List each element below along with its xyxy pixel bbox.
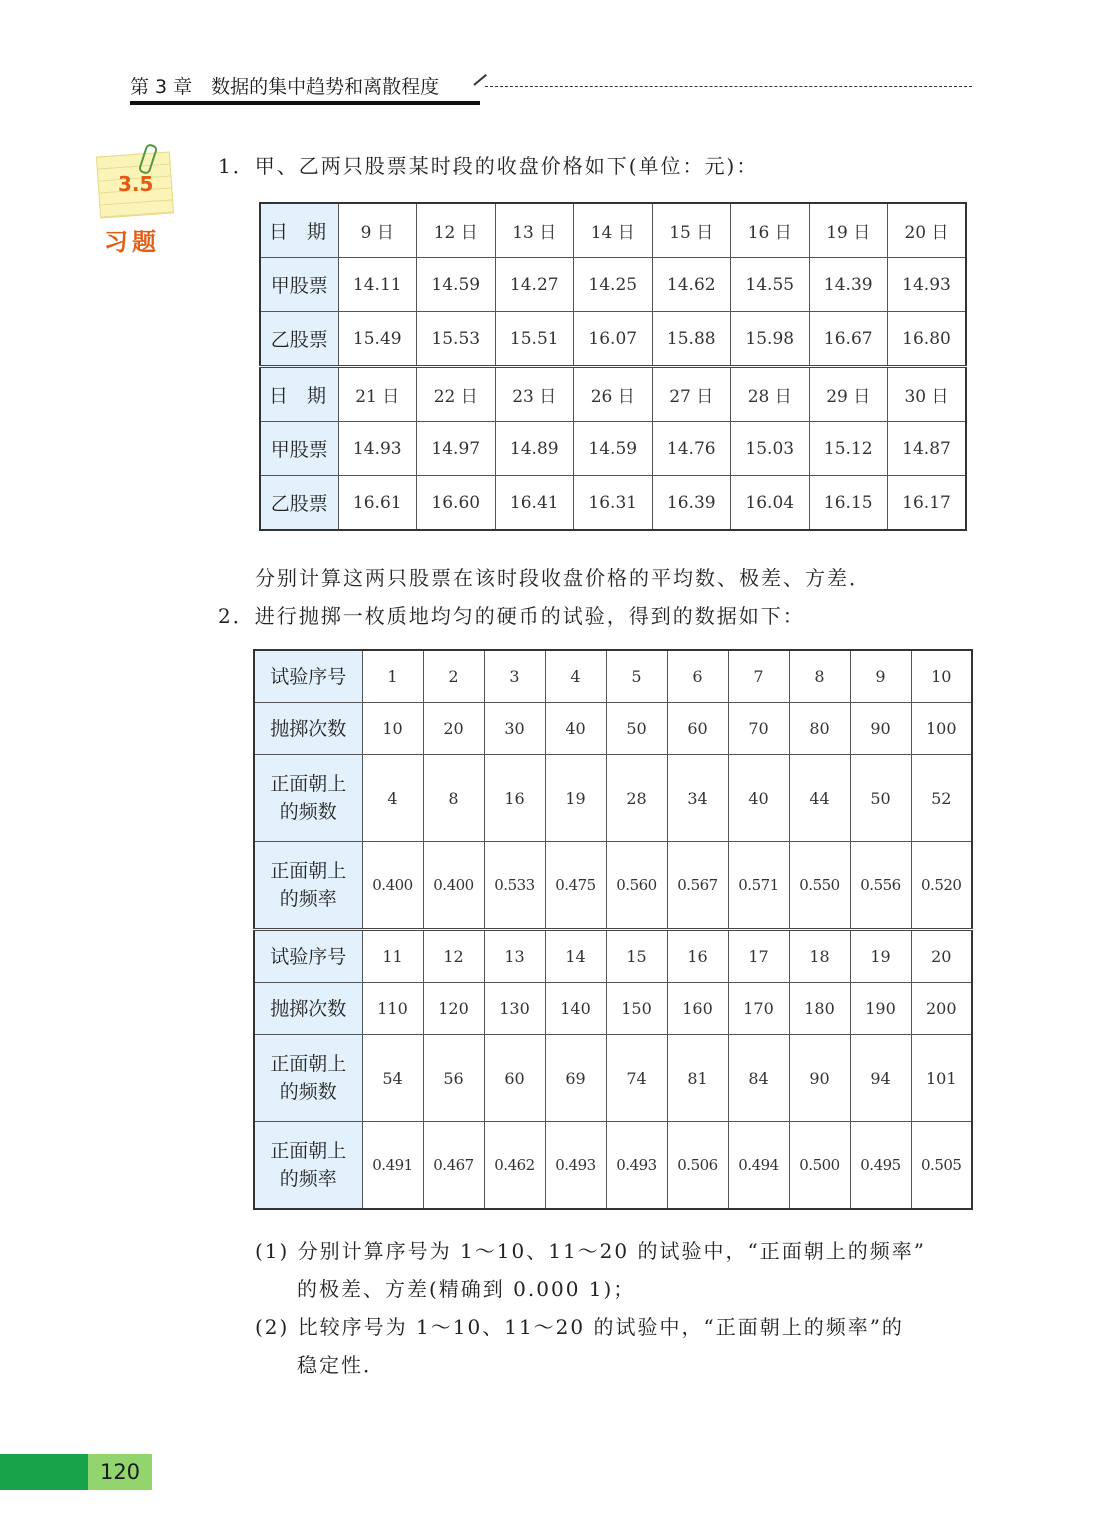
seq-cell: 17 bbox=[728, 930, 789, 983]
seq-cell: 2 bbox=[423, 650, 484, 703]
heads-cell: 4 bbox=[362, 755, 423, 842]
table-row bbox=[260, 476, 966, 531]
row-header-seq: 试验序号 bbox=[254, 650, 362, 703]
question-2-stem: 2．进行抛掷一枚质地均匀的硬币的试验，得到的数据如下： bbox=[218, 604, 805, 628]
throws-cell: 140 bbox=[545, 983, 606, 1035]
date-cell: 30 日 bbox=[888, 367, 967, 422]
sub-question-2 bbox=[255, 1308, 904, 1384]
heads-cell: 50 bbox=[850, 755, 911, 842]
heads-cell: 74 bbox=[606, 1035, 667, 1122]
table-row bbox=[254, 930, 972, 983]
throws-cell: 170 bbox=[728, 983, 789, 1035]
table-row bbox=[260, 258, 966, 312]
price-cell: 14.97 bbox=[417, 422, 496, 476]
price-cell: 16.80 bbox=[888, 312, 967, 367]
heads-cell: 34 bbox=[667, 755, 728, 842]
throws-cell: 60 bbox=[667, 703, 728, 755]
throws-cell: 50 bbox=[606, 703, 667, 755]
heads-cell: 8 bbox=[423, 755, 484, 842]
freq-cell: 0.571 bbox=[728, 842, 789, 930]
table-row bbox=[254, 1035, 972, 1122]
throws-cell: 90 bbox=[850, 703, 911, 755]
price-cell: 15.49 bbox=[338, 312, 417, 367]
freq-cell: 0.462 bbox=[484, 1122, 545, 1210]
date-cell: 12 日 bbox=[417, 203, 496, 258]
sub-question-1 bbox=[255, 1232, 926, 1308]
date-cell: 16 日 bbox=[731, 203, 810, 258]
freq-cell: 0.556 bbox=[850, 842, 911, 930]
heads-cell: 60 bbox=[484, 1035, 545, 1122]
seq-cell: 8 bbox=[789, 650, 850, 703]
throws-cell: 70 bbox=[728, 703, 789, 755]
throws-cell: 20 bbox=[423, 703, 484, 755]
question-1-task: 分别计算这两只股票在该时段收盘价格的平均数、极差、方差． bbox=[255, 566, 871, 590]
table-row bbox=[260, 367, 966, 422]
seq-cell: 14 bbox=[545, 930, 606, 983]
freq-cell: 0.400 bbox=[423, 842, 484, 930]
freq-cell: 0.550 bbox=[789, 842, 850, 930]
freq-cell: 0.506 bbox=[667, 1122, 728, 1210]
price-cell: 14.55 bbox=[731, 258, 810, 312]
freq-cell: 0.491 bbox=[362, 1122, 423, 1210]
freq-cell: 0.467 bbox=[423, 1122, 484, 1210]
exercise-badge bbox=[96, 150, 174, 256]
throws-cell: 10 bbox=[362, 703, 423, 755]
heads-cell: 56 bbox=[423, 1035, 484, 1122]
table-row bbox=[254, 755, 972, 842]
row-header-throws: 抛掷次数 bbox=[254, 703, 362, 755]
throws-cell: 30 bbox=[484, 703, 545, 755]
heads-cell: 94 bbox=[850, 1035, 911, 1122]
table-row bbox=[254, 842, 972, 930]
freq-cell: 0.493 bbox=[606, 1122, 667, 1210]
row-header-stock: 乙股票 bbox=[260, 312, 338, 367]
row-header-throws: 抛掷次数 bbox=[254, 983, 362, 1035]
price-cell: 14.59 bbox=[417, 258, 496, 312]
table-row bbox=[260, 422, 966, 476]
date-cell: 9 日 bbox=[338, 203, 417, 258]
table-row bbox=[254, 650, 972, 703]
date-cell: 20 日 bbox=[888, 203, 967, 258]
price-cell: 15.51 bbox=[495, 312, 574, 367]
table-row bbox=[254, 1122, 972, 1210]
throws-cell: 180 bbox=[789, 983, 850, 1035]
date-cell: 26 日 bbox=[574, 367, 653, 422]
price-cell: 16.17 bbox=[888, 476, 967, 531]
sub-question-1-line-1: (1) 分别计算序号为 1～10、11～20 的试验中，“正面朝上的频率” bbox=[255, 1239, 926, 1263]
date-cell: 29 日 bbox=[809, 367, 888, 422]
price-cell: 16.61 bbox=[338, 476, 417, 531]
heads-cell: 54 bbox=[362, 1035, 423, 1122]
seq-cell: 12 bbox=[423, 930, 484, 983]
seq-cell: 9 bbox=[850, 650, 911, 703]
freq-cell: 0.505 bbox=[911, 1122, 972, 1210]
row-header-freq: 正面朝上的频率 bbox=[254, 1122, 362, 1210]
seq-cell: 13 bbox=[484, 930, 545, 983]
table-row bbox=[254, 983, 972, 1035]
price-cell: 14.87 bbox=[888, 422, 967, 476]
price-cell: 15.88 bbox=[652, 312, 731, 367]
freq-cell: 0.533 bbox=[484, 842, 545, 930]
page-number: 120 bbox=[99, 1460, 141, 1484]
date-cell: 13 日 bbox=[495, 203, 574, 258]
heads-cell: 28 bbox=[606, 755, 667, 842]
date-cell: 28 日 bbox=[731, 367, 810, 422]
heads-cell: 84 bbox=[728, 1035, 789, 1122]
date-cell: 14 日 bbox=[574, 203, 653, 258]
heads-cell: 90 bbox=[789, 1035, 850, 1122]
date-cell: 15 日 bbox=[652, 203, 731, 258]
throws-cell: 100 bbox=[911, 703, 972, 755]
price-cell: 16.67 bbox=[809, 312, 888, 367]
throws-cell: 110 bbox=[362, 983, 423, 1035]
price-cell: 14.59 bbox=[574, 422, 653, 476]
stock-price-table bbox=[259, 202, 967, 531]
price-cell: 14.89 bbox=[495, 422, 574, 476]
throws-cell: 80 bbox=[789, 703, 850, 755]
throws-cell: 190 bbox=[850, 983, 911, 1035]
table-row bbox=[260, 312, 966, 367]
seq-cell: 16 bbox=[667, 930, 728, 983]
seq-cell: 6 bbox=[667, 650, 728, 703]
seq-cell: 7 bbox=[728, 650, 789, 703]
row-header-heads: 正面朝上的频数 bbox=[254, 1035, 362, 1122]
sub-question-2-line-1: (2) 比较序号为 1～10、11～20 的试验中，“正面朝上的频率”的 bbox=[255, 1315, 904, 1339]
throws-cell: 150 bbox=[606, 983, 667, 1035]
throws-cell: 200 bbox=[911, 983, 972, 1035]
price-cell: 16.31 bbox=[574, 476, 653, 531]
price-cell: 14.76 bbox=[652, 422, 731, 476]
throws-cell: 130 bbox=[484, 983, 545, 1035]
seq-cell: 5 bbox=[606, 650, 667, 703]
seq-cell: 10 bbox=[911, 650, 972, 703]
table-row bbox=[254, 703, 972, 755]
row-header-seq: 试验序号 bbox=[254, 930, 362, 983]
price-cell: 15.98 bbox=[731, 312, 810, 367]
sub-question-2-line-2: 稳定性． bbox=[297, 1353, 385, 1377]
price-cell: 16.60 bbox=[417, 476, 496, 531]
heads-cell: 69 bbox=[545, 1035, 606, 1122]
seq-cell: 15 bbox=[606, 930, 667, 983]
freq-cell: 0.475 bbox=[545, 842, 606, 930]
price-cell: 14.27 bbox=[495, 258, 574, 312]
heads-cell: 19 bbox=[545, 755, 606, 842]
freq-cell: 0.560 bbox=[606, 842, 667, 930]
date-cell: 22 日 bbox=[417, 367, 496, 422]
row-header-stock: 甲股票 bbox=[260, 422, 338, 476]
question-1-stem: 1．甲、乙两只股票某时段的收盘价格如下(单位：元)： bbox=[218, 154, 759, 178]
price-cell: 16.07 bbox=[574, 312, 653, 367]
price-cell: 15.03 bbox=[731, 422, 810, 476]
price-cell: 14.11 bbox=[338, 258, 417, 312]
price-cell: 14.25 bbox=[574, 258, 653, 312]
row-header-stock: 乙股票 bbox=[260, 476, 338, 531]
seq-cell: 19 bbox=[850, 930, 911, 983]
freq-cell: 0.520 bbox=[911, 842, 972, 930]
freq-cell: 0.567 bbox=[667, 842, 728, 930]
row-header-stock: 甲股票 bbox=[260, 258, 338, 312]
row-header-heads: 正面朝上的频数 bbox=[254, 755, 362, 842]
seq-cell: 18 bbox=[789, 930, 850, 983]
price-cell: 14.93 bbox=[888, 258, 967, 312]
date-cell: 19 日 bbox=[809, 203, 888, 258]
throws-cell: 40 bbox=[545, 703, 606, 755]
header-dashed-rule bbox=[485, 86, 972, 87]
price-cell: 16.41 bbox=[495, 476, 574, 531]
price-cell: 16.15 bbox=[809, 476, 888, 531]
sub-question-1-line-2: 的极差、方差(精确到 0.000 1)； bbox=[297, 1277, 636, 1301]
price-cell: 16.39 bbox=[652, 476, 731, 531]
price-cell: 14.93 bbox=[338, 422, 417, 476]
row-header-date: 日 期 bbox=[260, 367, 338, 422]
price-cell: 15.12 bbox=[809, 422, 888, 476]
price-cell: 14.62 bbox=[652, 258, 731, 312]
seq-cell: 3 bbox=[484, 650, 545, 703]
footer-green-bar bbox=[0, 1454, 88, 1490]
coin-toss-table bbox=[253, 649, 973, 1210]
heads-cell: 44 bbox=[789, 755, 850, 842]
freq-cell: 0.500 bbox=[789, 1122, 850, 1210]
price-cell: 15.53 bbox=[417, 312, 496, 367]
section-number: 3.5 bbox=[118, 172, 154, 196]
heads-cell: 40 bbox=[728, 755, 789, 842]
seq-cell: 11 bbox=[362, 930, 423, 983]
seq-cell: 20 bbox=[911, 930, 972, 983]
freq-cell: 0.494 bbox=[728, 1122, 789, 1210]
running-header bbox=[130, 74, 972, 104]
throws-cell: 160 bbox=[667, 983, 728, 1035]
chapter-title: 第 3 章 数据的集中趋势和离散程度 bbox=[130, 74, 445, 101]
freq-cell: 0.400 bbox=[362, 842, 423, 930]
date-cell: 21 日 bbox=[338, 367, 417, 422]
throws-cell: 120 bbox=[423, 983, 484, 1035]
freq-cell: 0.495 bbox=[850, 1122, 911, 1210]
row-header-date: 日 期 bbox=[260, 203, 338, 258]
table-row bbox=[260, 203, 966, 258]
seq-cell: 1 bbox=[362, 650, 423, 703]
price-cell: 14.39 bbox=[809, 258, 888, 312]
exercise-label: 习题 bbox=[104, 228, 160, 256]
row-header-freq: 正面朝上的频率 bbox=[254, 842, 362, 930]
seq-cell: 4 bbox=[545, 650, 606, 703]
freq-cell: 0.493 bbox=[545, 1122, 606, 1210]
heads-cell: 52 bbox=[911, 755, 972, 842]
price-cell: 16.04 bbox=[731, 476, 810, 531]
date-cell: 23 日 bbox=[495, 367, 574, 422]
heads-cell: 81 bbox=[667, 1035, 728, 1122]
heads-cell: 101 bbox=[911, 1035, 972, 1122]
date-cell: 27 日 bbox=[652, 367, 731, 422]
header-rule bbox=[130, 101, 480, 105]
header-slash bbox=[473, 74, 487, 86]
heads-cell: 16 bbox=[484, 755, 545, 842]
